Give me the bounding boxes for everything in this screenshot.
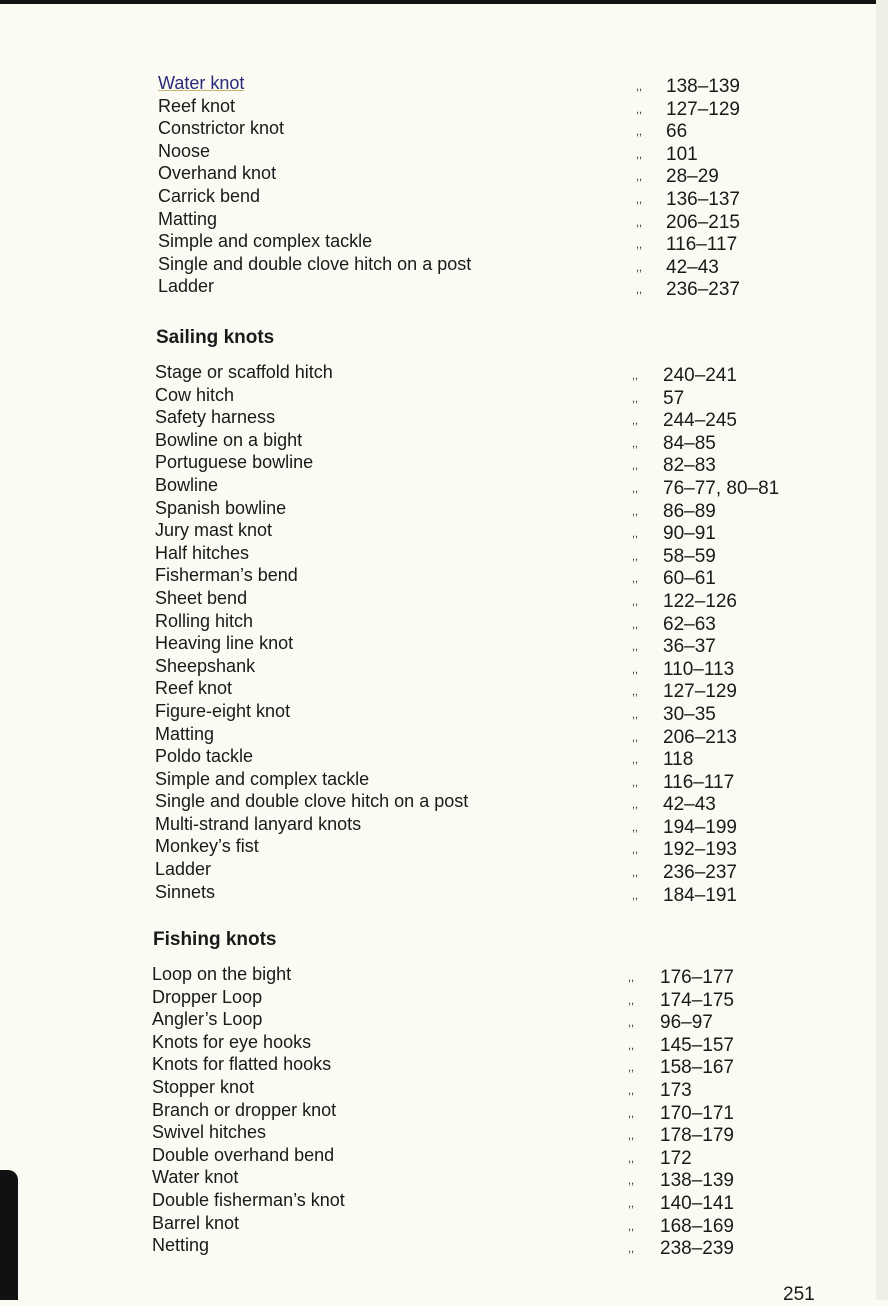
entry-page: 206–213 <box>663 726 737 748</box>
ditto-mark: ,, <box>632 663 639 676</box>
entry-page: 42–43 <box>666 256 719 278</box>
ditto-mark: ,, <box>628 972 635 984</box>
index-entry <box>0 474 888 497</box>
ditto-mark: ,, <box>636 261 643 274</box>
ditto-mark: ,, <box>632 505 639 518</box>
ditto-mark: ,, <box>628 1062 635 1075</box>
ditto-mark: ,, <box>632 708 639 721</box>
entry-name: Loop on the bight <box>152 964 292 984</box>
entry-name: Double overhand bend <box>152 1144 335 1165</box>
index-entry <box>0 632 888 658</box>
entry-page: 62–63 <box>663 613 716 635</box>
ditto-mark: ,, <box>632 686 639 699</box>
entry-name: Half hitches <box>155 542 250 563</box>
ditto-mark: ,, <box>632 618 639 631</box>
index-entry <box>0 72 888 95</box>
ditto-mark: ,, <box>636 103 643 116</box>
index-entry <box>0 95 888 118</box>
index-entry <box>0 451 888 477</box>
index-entry <box>0 587 888 610</box>
entry-page: 176–177 <box>660 967 734 988</box>
index-entry <box>0 208 888 231</box>
entry-page: 238–239 <box>660 1238 734 1260</box>
entry-page: 110–113 <box>663 658 735 680</box>
entry-name: Matting <box>158 208 218 229</box>
entry-page: 138–139 <box>660 1170 734 1192</box>
entry-name: Single and double clove hitch on a post <box>158 253 472 274</box>
ditto-mark: ,, <box>632 595 639 608</box>
ditto-mark: ,, <box>632 641 639 654</box>
entry-name: Reef knot <box>155 678 233 699</box>
entry-name: Water knot <box>152 1167 239 1188</box>
ditto-mark: ,, <box>632 482 639 495</box>
fishing-knots-heading: Fishing knots <box>153 929 277 950</box>
index-entry <box>0 519 888 545</box>
entry-name: Angler’s Loop <box>152 1009 263 1030</box>
top-border <box>0 0 888 4</box>
entry-name: Multi-strand lanyard knots <box>155 813 362 834</box>
entry-name: Ladder <box>158 276 215 297</box>
index-entry <box>0 1212 888 1235</box>
entry-page: 84–85 <box>663 432 716 454</box>
index-entry <box>0 610 888 633</box>
index-entry <box>0 745 888 771</box>
index-entry <box>0 835 888 861</box>
entry-page: 116–117 <box>663 771 735 793</box>
index-entry <box>0 1076 888 1099</box>
ditto-mark: ,, <box>632 799 639 812</box>
entry-name: Matting <box>155 723 215 744</box>
ditto-mark: ,, <box>636 81 643 93</box>
index-entry <box>0 275 888 301</box>
entry-page: 82–83 <box>663 455 716 477</box>
entry-page: 240–241 <box>663 365 737 386</box>
entry-name: Simple and complex tackle <box>155 768 370 789</box>
ditto-mark: ,, <box>628 1197 635 1210</box>
index-entry <box>0 768 888 791</box>
entry-name: Dropper Loop <box>152 986 263 1007</box>
entry-name: Spanish bowline <box>155 497 287 518</box>
entry-page: 172 <box>660 1147 692 1169</box>
index-entry <box>0 1166 888 1192</box>
entry-name: Knots for eye hooks <box>152 1031 312 1052</box>
index-entry <box>0 1099 888 1122</box>
entry-page: 28–29 <box>666 166 719 188</box>
index-entry <box>0 497 888 520</box>
ditto-mark: ,, <box>632 392 639 405</box>
ditto-mark: ,, <box>628 1220 635 1233</box>
entry-page: 178–179 <box>660 1125 734 1147</box>
entry-name: Poldo tackle <box>155 746 254 767</box>
ditto-mark: ,, <box>636 193 643 206</box>
index-entry <box>0 700 888 723</box>
index-entry <box>0 1144 888 1167</box>
entry-name: Bowline on a bight <box>155 429 303 450</box>
entry-page: 138–139 <box>666 76 740 97</box>
ditto-mark: ,, <box>632 437 639 450</box>
ditto-mark: ,, <box>628 1130 635 1143</box>
index-entry <box>0 881 888 904</box>
entry-page: 58–59 <box>663 545 716 567</box>
entry-page: 42–43 <box>663 794 716 816</box>
entry-page: 76–77, 80–81 <box>663 477 780 499</box>
entry-page: 168–169 <box>660 1215 734 1237</box>
index-entry <box>0 1121 888 1147</box>
entry-name: Stopper knot <box>152 1076 255 1097</box>
ditto-mark: ,, <box>632 370 639 382</box>
top-group-list <box>0 72 888 301</box>
ditto-mark: ,, <box>636 239 643 252</box>
entry-page: 145–157 <box>660 1034 734 1056</box>
index-entry <box>0 162 888 188</box>
entry-page: 173 <box>660 1079 692 1101</box>
index-entry <box>0 117 888 143</box>
entry-name: Double fisherman’s knot <box>152 1189 345 1210</box>
ditto-mark: ,, <box>632 460 639 473</box>
ditto-mark: ,, <box>632 754 639 767</box>
entry-page: 127–129 <box>666 98 740 120</box>
entry-page: 36–37 <box>663 636 716 658</box>
index-entry <box>0 790 888 816</box>
entry-name: Swivel hitches <box>152 1122 267 1143</box>
ditto-mark: ,, <box>628 994 635 1007</box>
entry-name: Monkey’s fist <box>155 836 259 857</box>
entry-name: Portuguese bowline <box>155 452 314 473</box>
entry-page: 116–117 <box>666 234 738 256</box>
ditto-mark: ,, <box>628 1107 635 1120</box>
entry-name: Reef knot <box>158 95 236 116</box>
fishing-knots-list <box>0 963 888 1260</box>
ditto-mark: ,, <box>636 148 643 161</box>
entry-page: 86–89 <box>663 500 716 522</box>
index-entry <box>0 1031 888 1054</box>
index-entry <box>0 406 888 432</box>
index-entry <box>0 361 888 384</box>
entry-page: 30–35 <box>663 703 716 725</box>
entry-page: 136–137 <box>666 188 740 210</box>
ditto-mark: ,, <box>632 889 639 902</box>
ditto-mark: ,, <box>632 776 639 789</box>
entry-page: 96–97 <box>660 1012 713 1034</box>
entry-name: Noose <box>158 140 211 161</box>
entry-page: 127–129 <box>663 681 737 703</box>
ditto-mark: ,, <box>632 573 639 586</box>
entry-name: Single and double clove hitch on a post <box>155 791 469 812</box>
index-entry <box>0 813 888 836</box>
entry-name: Simple and complex tackle <box>158 231 373 252</box>
ditto-mark: ,, <box>636 284 643 297</box>
ditto-mark: ,, <box>628 1084 635 1097</box>
index-entry <box>0 564 888 590</box>
entry-page: 236–237 <box>663 862 737 884</box>
ditto-mark: ,, <box>628 1017 635 1030</box>
entry-name: Branch or dropper knot <box>152 1099 337 1120</box>
entry-name: Fisherman’s bend <box>155 565 298 586</box>
entry-page: 122–126 <box>663 590 737 612</box>
index-entry <box>0 1053 888 1079</box>
ditto-mark: ,, <box>628 1175 635 1188</box>
ditto-mark: ,, <box>632 415 639 428</box>
sailing-knots-list <box>0 361 888 906</box>
entry-name: Sheet bend <box>155 587 248 608</box>
entry-name: Overhand knot <box>158 163 277 184</box>
ditto-mark: ,, <box>636 216 643 229</box>
entry-page: 118 <box>663 749 694 771</box>
index-entry <box>0 429 888 452</box>
ditto-mark: ,, <box>636 171 643 184</box>
entry-name: Jury mast knot <box>155 520 273 541</box>
entry-page: 184–191 <box>663 884 737 906</box>
entry-name: Knots for flatted hooks <box>152 1054 332 1075</box>
index-entry <box>0 230 888 256</box>
entry-page: 66 <box>666 121 688 143</box>
index-entry <box>0 1234 888 1260</box>
entry-name: Bowline <box>155 474 219 495</box>
entry-name: Constrictor knot <box>158 118 285 139</box>
entry-name: Barrel knot <box>152 1212 240 1233</box>
entry-name: Sheepshank <box>155 655 256 676</box>
index-entry <box>0 677 888 703</box>
entry-page: 90–91 <box>663 523 716 545</box>
entry-page: 244–245 <box>663 410 737 432</box>
index-entry <box>0 1189 888 1212</box>
index-entry <box>0 253 888 276</box>
index-entry <box>0 963 888 986</box>
entry-name: Rolling hitch <box>155 610 254 631</box>
entry-page: 57 <box>663 387 685 409</box>
entry-page: 158–167 <box>660 1057 734 1079</box>
entry-page: 206–215 <box>666 211 740 233</box>
entry-page: 60–61 <box>663 568 716 590</box>
index-entry <box>0 1008 888 1034</box>
sailing-knots-heading: Sailing knots <box>156 327 275 348</box>
entry-name: Ladder <box>155 859 212 880</box>
entry-name: Stage or scaffold hitch <box>155 362 333 382</box>
ditto-mark: ,, <box>632 867 639 880</box>
ditto-mark: ,, <box>628 1243 635 1256</box>
index-entry <box>0 384 888 407</box>
index-entry <box>0 185 888 208</box>
index-entry <box>0 723 888 746</box>
index-entry <box>0 655 888 678</box>
index-entry <box>0 542 888 565</box>
ditto-mark: ,, <box>632 528 639 541</box>
ditto-mark: ,, <box>636 126 643 139</box>
index-entry <box>0 140 888 163</box>
entry-name: Cow hitch <box>155 384 235 405</box>
entry-page: 140–141 <box>660 1192 734 1214</box>
ditto-mark: ,, <box>632 550 639 563</box>
entry-page: 194–199 <box>663 816 737 838</box>
index-entry <box>0 858 888 884</box>
ditto-mark: ,, <box>632 821 639 834</box>
entry-name: Sinnets <box>155 881 216 902</box>
ditto-mark: ,, <box>628 1039 635 1052</box>
ditto-mark: ,, <box>632 731 639 744</box>
entry-page: 174–175 <box>660 989 734 1011</box>
entry-name: Safety harness <box>155 407 276 428</box>
entry-name: Figure-eight knot <box>155 700 291 721</box>
entry-name: Netting <box>152 1235 210 1256</box>
entry-page: 170–171 <box>660 1102 734 1124</box>
entry-page: 236–237 <box>666 279 740 301</box>
ditto-mark: ,, <box>632 844 639 857</box>
entry-name: Carrick bend <box>158 185 261 206</box>
entry-name: Water knot <box>158 73 245 93</box>
ditto-mark: ,, <box>628 1152 635 1165</box>
page-number: 251 <box>783 1284 815 1305</box>
entry-page: 101 <box>666 143 698 165</box>
entry-page: 192–193 <box>663 839 737 861</box>
index-entry <box>0 986 888 1009</box>
entry-name: Heaving line knot <box>155 633 294 654</box>
